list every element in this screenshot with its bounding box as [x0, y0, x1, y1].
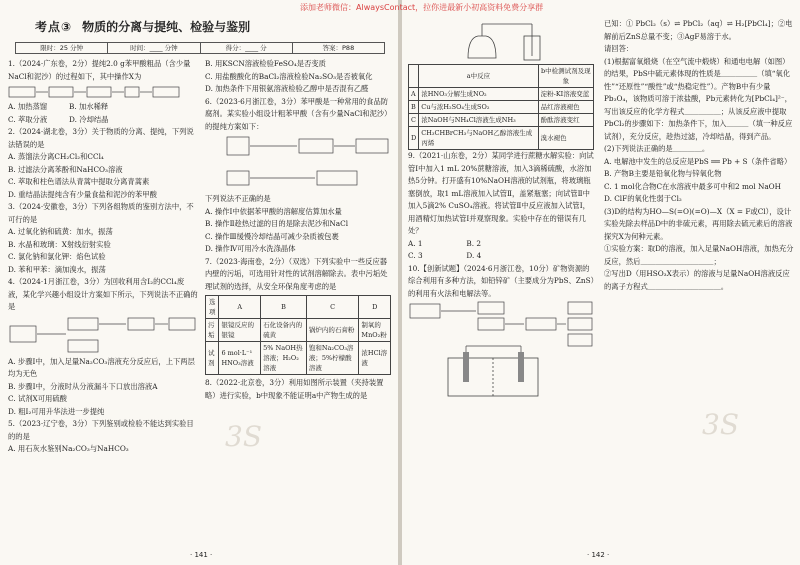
right-page	[402, 0, 800, 565]
table-cell: 锅炉内的石膏粉	[306, 319, 359, 342]
table-cell: 浓HCl溶液	[359, 342, 391, 375]
table-cell	[409, 65, 419, 88]
q10-prompt: 请回答：	[604, 44, 634, 53]
q10-3-sub-1: ①实验方案：取D的溶液，加入足量NaOH溶液，加热充分反应，然后＿＿＿＿＿＿＿＿＿＿；	[604, 244, 794, 266]
section-title: 物质的分离与提纯、检验与鉴别	[82, 19, 251, 34]
table-q7	[205, 295, 391, 375]
table-cell: 饱和Na₂CO₃溶液；5%柠檬酸溶液	[306, 342, 359, 375]
apparatus-figure-svg	[408, 18, 596, 64]
q2-option-d: D. 重结晶法提纯含有少量食盐和泥沙的苯甲酸	[8, 189, 157, 199]
watermark-logo-right: 3S	[702, 408, 739, 441]
q6-stem: 下列说法不正确的是	[205, 194, 271, 203]
table-q8-head	[409, 65, 594, 88]
flow-diagram-6	[205, 133, 393, 193]
table-cell: 浓NaOH与NH₄Cl溶液生成NH₃	[419, 114, 538, 127]
q10-given: 已知：① PbCl₂（s）⇌ PbCl₂（aq）⇌ H₂[PbCl₄]；②电解前后ZnS总量不变；③AgF易溶于水。	[604, 19, 793, 41]
table-q7-head	[206, 296, 391, 319]
question-7: 7.（2023·海南卷，2分）（双选）下列实验中一些反应器内壁的污垢，可选用针对性的试剂溶解除去。表中污垢处理试剂的选择，从安全环保角度考虑的是	[205, 256, 388, 291]
table-cell: B	[409, 101, 419, 114]
q10-2-option-d: D. ClF的氧化性弱于Cl₂	[604, 194, 682, 203]
q1-option-ab: A. 加热蒸馏 B. 加水稀释	[8, 102, 109, 111]
q9-option-cd: C. 3 D. 4	[408, 251, 482, 260]
table-cell: 6 mol·L⁻¹ HNO₃溶液	[219, 342, 261, 375]
q10-3-sub-2: ②写出D（用HSO₃X表示）的溶液与足量NaOH溶液反应的离子方程式＿＿＿＿＿＿＿＿＿＿。	[604, 269, 790, 291]
right-column-1	[408, 18, 596, 400]
table-cell: D	[409, 127, 419, 150]
table-cell: 浓HNO₃分解生成NO₂	[419, 88, 538, 101]
table-cell: 石化设备内的硫黄	[261, 319, 307, 342]
flow-diagram-4-svg	[8, 314, 198, 356]
apparatus-figure	[408, 18, 596, 64]
flow-diagram-1	[8, 84, 198, 100]
q2-option-c: C. 萃取和柱色谱法从青蒿中提取分离青蒿素	[8, 177, 150, 186]
table-row	[206, 342, 391, 375]
table-row	[409, 88, 594, 101]
q6-option-d: D. 操作Ⅳ可用冷水洗涤晶体	[205, 244, 296, 253]
q2-option-a: A. 蒸馏法分离CH₂Cl₂和CCl₄	[8, 152, 104, 161]
info-time-limit: 限时：25 分钟	[16, 43, 108, 53]
watermark-text: 添加老师微信：AlwaysContact，拉你进最新小初高资料免费分享群	[300, 3, 544, 12]
q6-option-b: B. 操作Ⅱ趁热过滤的目的是除去泥沙和NaCl	[205, 219, 349, 228]
question-5: 5.（2023·辽宁卷，3分）下列鉴别或检验不能达到实验目的的是	[8, 419, 194, 441]
q6-option-c: C. 操作Ⅲ缓慢冷却结晶可减少杂质被包裹	[205, 231, 339, 241]
table-cell: 品红溶液褪色	[538, 101, 593, 114]
table-cell: A	[409, 88, 419, 101]
table-row	[409, 114, 594, 127]
table-cell: D	[359, 296, 391, 319]
table-cell: Cu与浓H₂SO₄生成SO₂	[419, 101, 538, 114]
left-column-1	[8, 58, 198, 456]
info-bar	[15, 42, 385, 54]
table-cell: 溴水褪色	[538, 127, 593, 150]
info-time: 时间：____ 分钟	[108, 43, 200, 53]
table-cell: CH₃CHBrCH₃与NaOH乙醇溶液生成丙烯	[419, 127, 538, 150]
table-q8	[408, 64, 594, 150]
flow-diagram-6-svg	[205, 133, 393, 193]
table-cell: 银镜反应的银镜	[219, 319, 261, 342]
table-cell: 选项	[206, 296, 219, 319]
process-diagram-10	[408, 300, 596, 400]
left-page	[0, 0, 398, 565]
q5-option-c: C. 用盐酸酸化的BaCl₂溶液检验Na₂SO₃是否被氧化	[205, 71, 373, 81]
q5-option-d: D. 加热条件下用银氨溶液检验乙醇中是否混有乙醛	[205, 84, 369, 93]
process-diagram-10-svg	[408, 300, 596, 400]
flow-diagram-1-svg	[8, 84, 198, 100]
right-column-2	[604, 18, 794, 293]
table-cell: b中检测试剂及现象	[538, 65, 593, 88]
q3-option-a: A. 过氧化钠和硫黄：加水，振荡	[8, 227, 113, 236]
watermark-logo: 3S	[225, 420, 262, 453]
question-1: 1.（2024·广东卷，2分）提纯2.0 g苯甲酸粗品（含少量NaCl和泥沙）的过程如下，其中操作X为	[8, 59, 191, 81]
flow-diagram-4	[8, 314, 198, 356]
q5-option-a: A. 用石灰水鉴别Na₂CO₃与NaHCO₃	[8, 444, 129, 453]
q6-option-a: A. 操作Ⅰ中依据苯甲酸的溶解度估算加水量	[205, 206, 342, 216]
table-cell: 淀粉-KI溶液变蓝	[538, 88, 593, 101]
left-column-2	[205, 58, 393, 402]
question-4: 4.（2024·1月浙江卷，3分）为回收利用含I₂的CCl₄废液，某化学兴趣小组设计方案如下所示，下列说法不正确的是	[8, 277, 198, 311]
q4-option-d: D. 粗I₂可用升华法进一步提纯	[8, 406, 105, 416]
info-answer: 答案：P88	[322, 44, 355, 52]
q9-option-ab: A. 1 B. 2	[408, 238, 481, 248]
table-cell: a中反应	[419, 65, 538, 88]
q1-option-cd: C. 萃取分液 D. 冷却结晶	[8, 114, 109, 124]
q2-option-b: B. 过滤法分离苯酚和NaHCO₃溶液	[8, 164, 123, 174]
table-cell: 污垢	[206, 319, 219, 342]
q3-option-b: B. 水晶和玻璃：X射线衍射实验	[8, 239, 111, 249]
question-2: 2.（2024·湖北卷，3分）关于物质的分离、提纯，下列说法错误的是	[8, 127, 194, 149]
table-row	[206, 319, 391, 342]
q3-option-c: C. 氯化钠和氯化钾：焰色试验	[8, 252, 106, 261]
table-cell: 酚酞溶液变红	[538, 114, 593, 127]
q10-part-2: (2)下列说法正确的是＿＿＿＿。	[604, 144, 710, 153]
table-cell: C	[409, 114, 419, 127]
q3-option-d: D. 苯和甲苯：滴加溴水，振荡	[8, 264, 106, 274]
question-8: 8.（2022·北京卷，3分）利用如图所示装置（夹持装置略）进行实验，b中现象不能证明a中产物生成的是	[205, 378, 384, 400]
q10-part-3: (3)D的结构为HO—S(=O)(=O)—X（X = F或Cl），设计实验先除去样品D中的非硫元素，再用除去硫元素后的溶液探究X为何种元素。	[604, 206, 793, 241]
table-cell: 试剂	[206, 342, 219, 375]
question-6: 6.（2023·6月浙江卷，3分）苯甲酸是一种常用的食品防腐剂。某实验小组设计粗苯甲酸（含有少量NaCl和泥沙）的提纯方案如下：	[205, 96, 392, 131]
page-number-right: · 142 ·	[587, 551, 610, 559]
question-3: 3.（2024·安徽卷，3分）下列各组物质的鉴别方法中，不可行的是	[8, 202, 194, 224]
q10-2-option-b: B. 产物B主要是铅氧化物与锌氧化物	[604, 169, 722, 178]
table-row	[409, 101, 594, 114]
section-number: 考点③	[35, 19, 73, 34]
table-row	[409, 127, 594, 150]
question-9: 9.（2021·山东卷，2分）某同学进行蔗糖水解实验：向试管Ⅰ中加入1 mL 20%蔗糖溶液，加入3滴稀硫酸，水浴加热5分钟。打开盛有10%NaOH溶液的试剂瓶，将玻璃瓶塞倒放，取1 mL溶液加入试管Ⅱ，盖紧瓶塞；向试管Ⅱ中加入5滴2% CuSO₄溶液。将试管Ⅱ中反应液加入试管Ⅰ，用酒精灯加热试管Ⅰ并观察现象。实验中存在的错误有几处？	[408, 151, 594, 235]
table-cell: 制氧的MnO₂粉	[359, 319, 391, 342]
table-cell: C	[306, 296, 359, 319]
page-number-left: · 141 ·	[190, 551, 213, 559]
question-10: 10.【创新试题】（2024·6月浙江卷，10分）矿物资源的综合利用有多种方法，如铅锌矿（主要成分为PbS、ZnS）的利用有火法和电解法等。	[408, 263, 595, 298]
q5-option-b: B. 用KSCN溶液检验FeSO₄是否变质	[205, 59, 326, 68]
info-score: 得分：____ 分	[201, 43, 293, 53]
table-cell: 5% NaOH热溶液；H₂O₂溶液	[261, 342, 307, 375]
q10-2-option-c: C. 1 mol化合物C在水溶液中最多可中和2 mol NaOH	[604, 181, 782, 191]
q10-2-option-a: A. 电解池中发生的总反应是PbS ══ Pb + S（条件省略）	[604, 156, 792, 166]
q10-part-1: (1)根据富氧煅烧（在空气流中煅烧）和通电电解（如图）的结果，PbS中硫元素体现的性质是＿＿＿＿＿（填“氧化性”“还原性”“酸性”或“热稳定性”）。产物B中有少量Pb₃O₄，该物质可溶于浓盐酸，Pb元素转化为[PbCl₄]²⁻，写出该反应的化学方程式＿＿＿＿＿；从该反应液中提取PbCl₂的步骤如下：加热条件下，加入＿＿＿（填一种反应试剂），充分反应，趁热过滤，冷却结晶，得到产品。	[604, 56, 793, 141]
table-cell: B	[261, 296, 307, 319]
q4-option-a: A. 步骤Ⅰ中，加入足量Na₂CO₃溶液充分反应后，上下两层均为无色	[8, 356, 195, 378]
q4-option-c: C. 试剂X可用硫酸	[8, 394, 67, 403]
table-cell: A	[219, 296, 261, 319]
section-header	[35, 15, 365, 37]
q4-option-b: B. 步骤Ⅰ中，分液时从分液漏斗下口放出溶液A	[8, 381, 158, 391]
